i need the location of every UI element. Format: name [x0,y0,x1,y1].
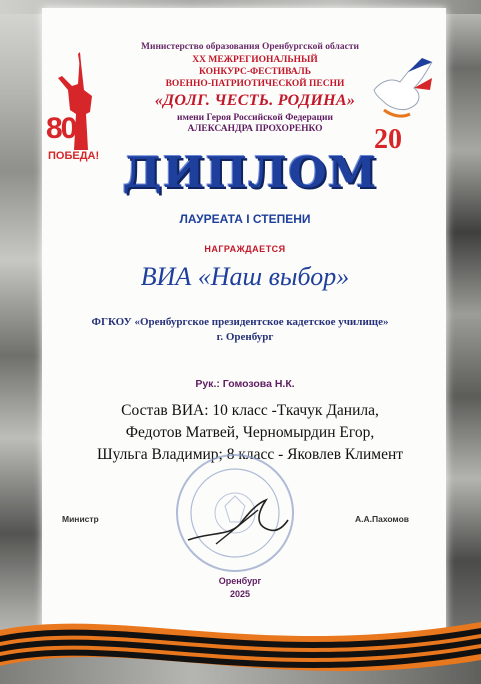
school-name: ФГКОУ «Оренбургское президентское кадетское училище» [91,316,389,328]
signer-name: А.А.Пахомов [355,514,410,524]
logo-20-number: 20 [374,124,402,155]
victory-80-logo [40,50,110,170]
hero-name: АЛЕКСАНДРА ПРОХОРЕНКО [187,124,323,134]
st-george-ribbon [0,600,481,684]
ministry-title: Министерство образования Оренбургской области [141,42,359,52]
contest-genre: ВОЕННО-ПАТРИОТИЧЕСКОЙ ПЕСНИ [165,79,345,89]
recipient-name: ВИА «Наш выбор» [140,262,350,291]
minister-label: Министр [62,514,99,524]
logo-victory-word: ПОБЕДА! [48,150,100,162]
members-line-3: Шульга Владимир; 8 класс - Яковлев Климент [96,446,404,463]
official-seal-stamp [170,448,300,578]
photo-collage-right [441,0,481,684]
school-city: г. Оренбург [216,331,274,343]
hero-dedication: имени Героя Российской Федерации [177,113,333,123]
issue-year: 2025 [229,589,251,599]
issue-place: Оренбург [218,576,262,586]
awarded-label: НАГРАЖДАЕТСЯ [204,244,286,254]
members-line-1: Состав ВИА: 10 класс -Ткачук Данила, [121,402,379,419]
contest-type: КОНКУРС-ФЕСТИВАЛЬ [198,67,312,77]
diploma-degree: ЛАУРЕАТА I СТЕПЕНИ [179,212,311,226]
contest-ordinal: XX МЕЖРЕГИОНАЛЬНЫЙ [192,55,318,65]
members-line-2: Федотов Матвей, Черномырдин Егор, [125,424,375,441]
diploma-title: ДИПЛОМ [122,148,378,197]
group-leader: Рук.: Гомозова Н.К. [195,378,295,390]
contest-name: «ДОЛГ. ЧЕСТЬ. РОДИНА» [154,92,356,109]
logo-80-number: 80 [46,112,76,145]
